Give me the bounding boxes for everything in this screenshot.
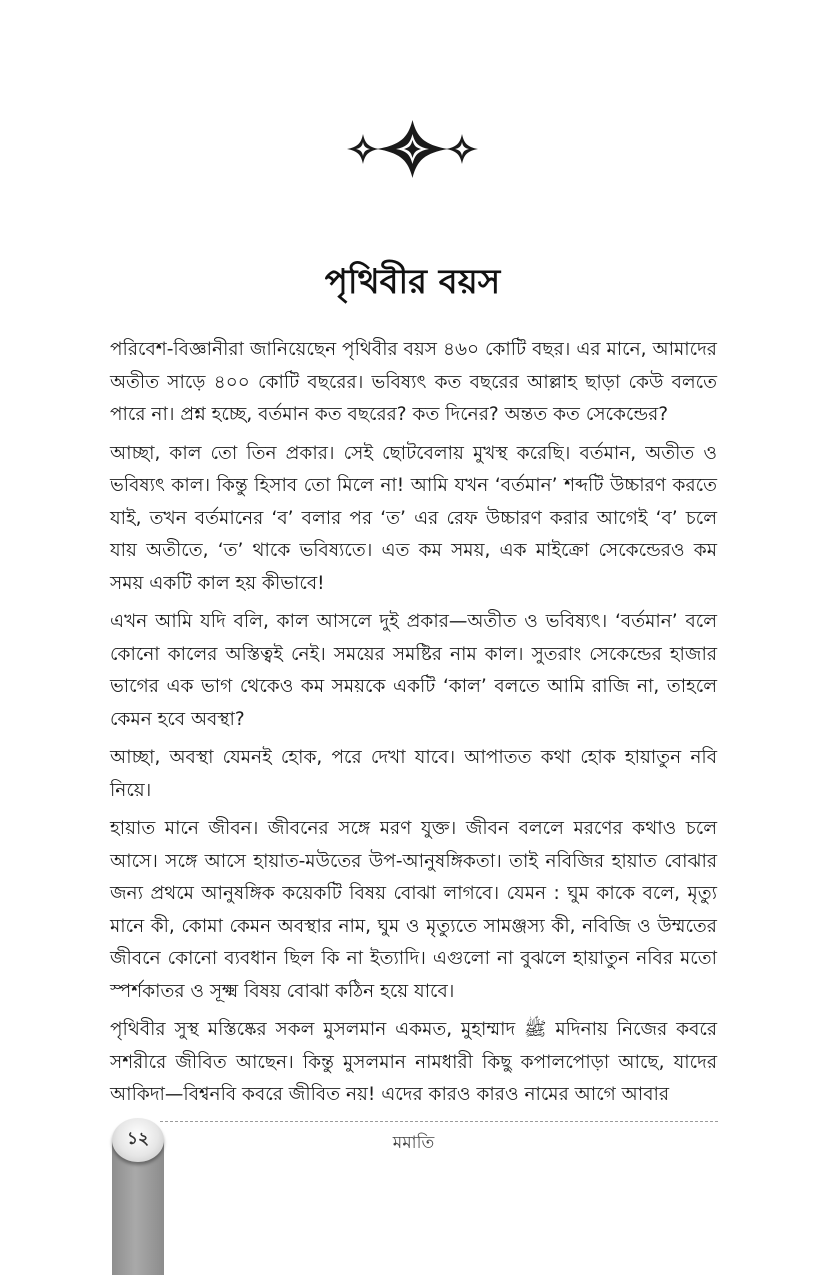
four-point-star-ornament-icon <box>345 118 480 180</box>
paragraph: আচ্ছা, অবস্থা যেমনই হোক, পরে দেখা যাবে। আপাতত কথা হোক হায়াতুন নবি নিয়ে। <box>110 747 717 801</box>
chapter-body <box>110 334 717 1118</box>
page-number: ১২ <box>112 1118 164 1162</box>
paragraph: পৃথিবীর সুস্থ মস্তিষ্কের সকল মুসলমান একমত, মুহাম্মাদ ﷺ মদিনায় নিজের কবরে সশরীরে জীবিত আছেন। কিন্তু মুসলমান নামধারী কিছু কপালপোড়া আছে, যাদের আকিদা—বিশ্বনবি কবরে জীবিত নয়! এদের কারও কারও নামের আগে আবার <box>110 1019 717 1105</box>
paragraph: এখন আমি যদি বলি, কাল আসলে দুই প্রকার—অতীত ও ভবিষ্যৎ। ‘বর্তমান’ বলে কোনো কালের অস্তিত্বই নেই। সময়ের সমষ্টির নাম কাল। সুতরাং সেকেন্ডের হাজার ভাগের এক ভাগ থেকেও কম সময়কে একটি ‘কাল’ বলতে আমি রাজি না, তাহলে কেমন হবে অবস্থা? <box>110 611 717 730</box>
chapter-title: পৃথিবীর বয়স <box>324 262 501 302</box>
running-footer-title: মমাতি <box>392 1133 435 1153</box>
paragraph: আচ্ছা, কাল তো তিন প্রকার। সেই ছোটবেলায় মুখস্থ করেছি। বর্তমান, অতীত ও ভবিষ্যৎ কাল। কিন্তু হিসাব তো মিলে না! আমি যখন ‘বর্তমান’ শব্দটি উচ্চারণ করতে যাই, তখন বর্তমানের ‘ব’ বলার পর ‘ত’ এর রেফ উচ্চারণ করার আগেই ‘ব’ চলে যায় অতীতে, ‘ত’ থাকে ভবিষ্যতে। এত কম সময়, এক মাইক্রো সেকেন্ডেরও কম সময় একটি কাল হয় কীভাবে! <box>110 442 717 594</box>
footer-divider <box>160 1121 718 1122</box>
paragraph: হায়াত মানে জীবন। জীবনের সঙ্গে মরণ যুক্ত। জীবন বললে মরণের কথাও চলে আসে। সঙ্গে আসে হায়াত-মউতের উপ-আনুষঙ্গিকতা। তাই নবিজির হায়াত বোঝার জন্য প্রথমে আনুষঙ্গিক কয়েকটি বিষয় বোঝা লাগবে। যেমন : ঘুম কাকে বলে, মৃত্যু মানে কী, কোমা কেমন অবস্থার নাম, ঘুম ও মৃত্যুতে সামঞ্জস্য কী, নবিজি ও উম্মতের জীবনে কোনো ব্যবধান ছিল কি না ইত্যাদি। এগুলো না বুঝলে হায়াতুন নবির মতো স্পর্শকাতর ও সূক্ষ্ম বিষয় বোঝা কঠিন হয়ে যাবে। <box>110 818 717 1002</box>
paragraph: পরিবেশ-বিজ্ঞানীরা জানিয়েছেন পৃথিবীর বয়স ৪৬০ কোটি বছর। এর মানে, আমাদের অতীত সাড়ে ৪০০ কোটি বছরের। ভবিষ্যৎ কত বছরের আল্লাহ ছাড়া কেউ বলতে পারে না। প্রশ্ন হচ্ছে, বর্তমান কত বছরের? কত দিনের? অন্তত কত সেকেন্ডের? <box>110 339 717 425</box>
